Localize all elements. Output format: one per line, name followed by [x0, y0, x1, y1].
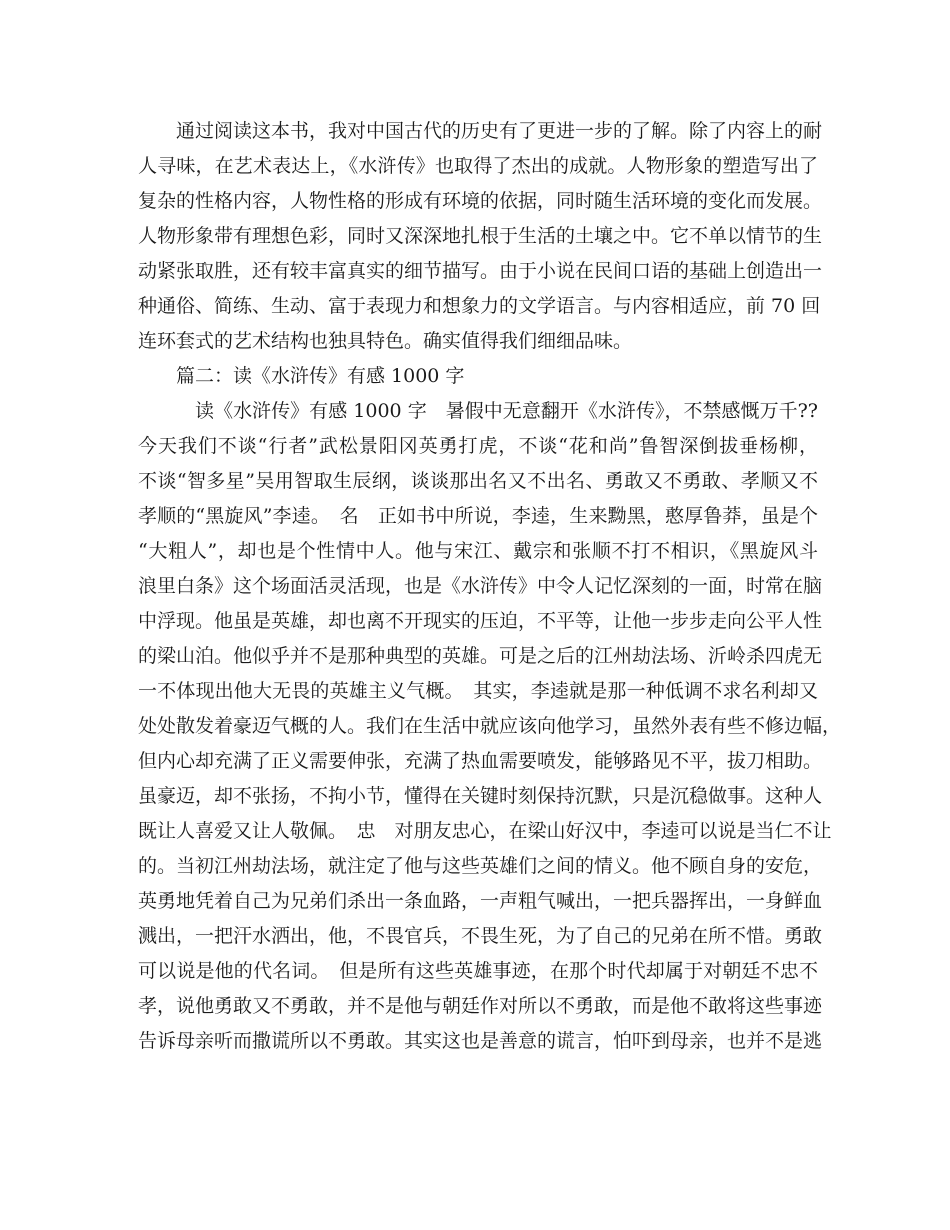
paragraph-line: 通过阅读这本书，我对中国古代的历史有了更进一步的了解。除了内容上的耐 — [138, 120, 823, 142]
paragraph-line: 孝顺的“黑旋风”李逵。 名 正如书中所说，李逵，生来黝黑，憨厚鲁莽，虽是个 — [138, 505, 818, 527]
paragraph-line: 处处散发着豪迈气概的人。我们在生活中就应该向他学习，虽然外表有些不修边幅， — [138, 715, 842, 737]
paragraph-line: 的。当初江州劫法场，就注定了他与这些英雄们之间的情义。他不顾自身的安危， — [138, 855, 823, 877]
paragraph-line: 虽豪迈，却不张扬，不拘小节，懂得在关键时刻保持沉默，只是沉稳做事。这种人 — [138, 785, 823, 807]
paragraph-line: 孝，说他勇敢又不勇敢，并不是他与朝廷作对所以不勇敢，而是他不敢将这些事迹 — [138, 995, 823, 1017]
section-heading: 篇二：读《水浒传》有感 1000 字 — [138, 365, 465, 387]
paragraph-line: 的梁山泊。他似乎并不是那种典型的英雄。可是之后的江州劫法场、沂岭杀四虎无 — [138, 645, 823, 667]
paragraph-line: “大粗人”，却也是个性情中人。他与宋江、戴宗和张顺不打不相识，《黑旋风斗 — [138, 540, 818, 562]
paragraph-line: 人寻味，在艺术表达上，《水浒传》也取得了杰出的成就。人物形象的塑造写出了 — [138, 155, 818, 177]
paragraph-line: 可以说是他的代名词。 但是所有这些英雄事迹，在那个时代却属于对朝廷不忠不 — [138, 960, 818, 982]
paragraph-line: 复杂的性格内容，人物性格的形成有环境的依据，同时随生活环境的变化而发展。 — [138, 190, 823, 212]
paragraph-line: 既让人喜爱又让人敬佩。 忠 对朋友忠心，在梁山好汉中，李逵可以说是当仁不让 — [138, 820, 832, 842]
paragraph-line: 人物形象带有理想色彩，同时又深深地扎根于生活的土壤之中。它不单以情节的生 — [138, 225, 823, 247]
paragraph-line: 一不体现出他大无畏的英雄主义气概。 其实，李逵就是那一种低调不求名利却又 — [138, 680, 818, 702]
paragraph-line: 浪里白条》这个场面活灵活现，也是《水浒传》中令人记忆深刻的一面，时常在脑 — [138, 575, 823, 597]
paragraph-line: 连环套式的艺术结构也独具特色。确实值得我们细细品味。 — [138, 330, 633, 352]
paragraph-line: 英勇地凭着自己为兄弟们杀出一条血路，一声粗气喊出，一把兵器挥出，一身鲜血 — [138, 890, 823, 912]
paragraph-line: 溅出，一把汗水洒出，他，不畏官兵，不畏生死，为了自己的兄弟在所不惜。勇敢 — [138, 925, 823, 947]
paragraph-line: 告诉母亲听而撒谎所以不勇敢。其实这也是善意的谎言，怕吓到母亲，也并不是逃 — [138, 1030, 823, 1052]
paragraph-line: 但内心却充满了正义需要伸张，充满了热血需要喷发，能够路见不平，拔刀相助。 — [138, 750, 823, 772]
paragraph-line: 种通俗、简练、生动、富于表现力和想象力的文学语言。与内容相适应，前 70 回 — [138, 295, 821, 317]
paragraph-line: 动紧张取胜，还有较丰富真实的细节描写。由于小说在民间口语的基础上创造出一 — [138, 260, 823, 282]
paragraph-line: 中浮现。他虽是英雄，却也离不开现实的压迫，不平等，让他一步步走向公平人性 — [138, 610, 823, 632]
paragraph-line: 读《水浒传》有感 1000 字 暑假中无意翻开《水浒传》，不禁感慨万千?? — [138, 400, 818, 422]
paragraph-line: 今天我们不谈“行者”武松景阳冈英勇打虎，不谈“花和尚”鲁智深倒拔垂杨柳， — [138, 435, 818, 457]
paragraph-line: 不谈“智多星”吴用智取生辰纲，谈谈那出名又不出名、勇敢又不勇敢、孝顺又不 — [138, 470, 818, 492]
